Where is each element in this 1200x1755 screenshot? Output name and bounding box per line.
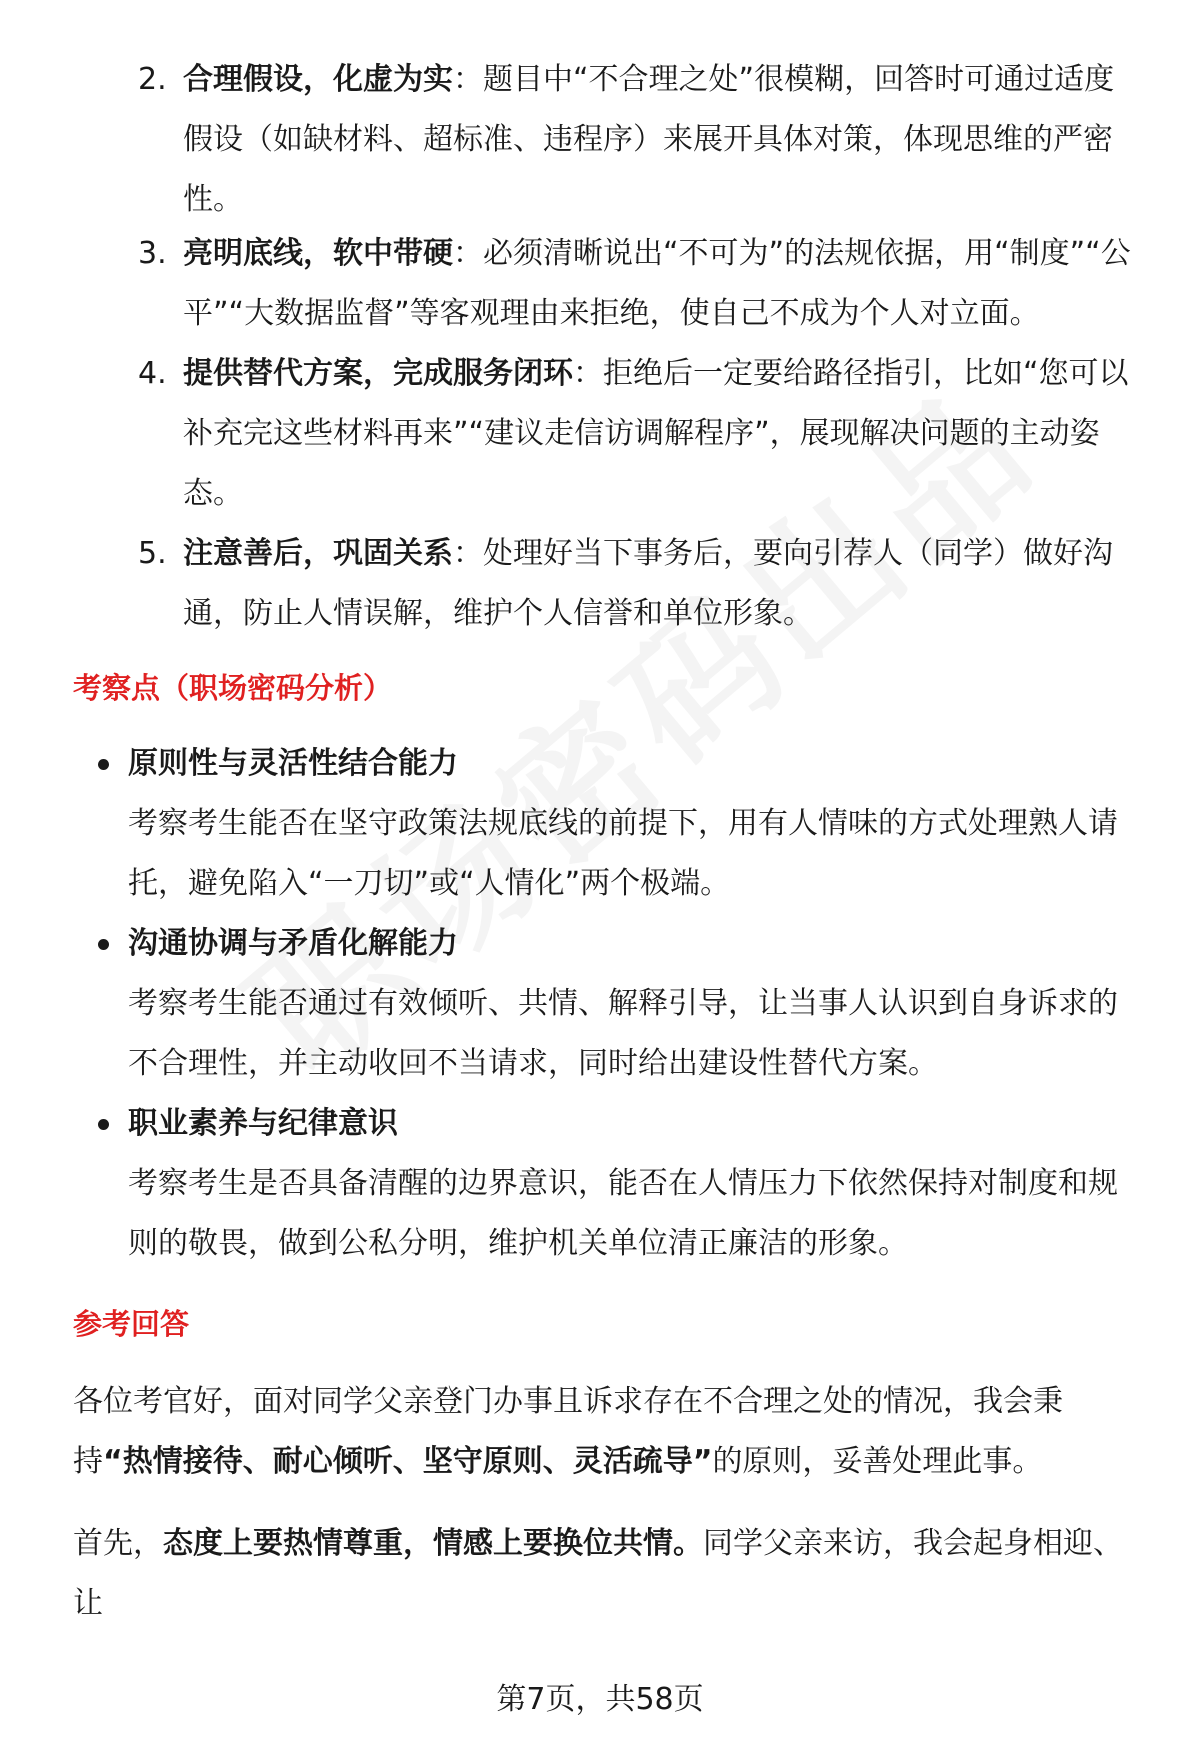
answer-paragraph-2 bbox=[0, 1514, 1200, 1634]
bullet-dot-icon bbox=[98, 759, 109, 770]
paragraph-text: 的原则，妥善处理此事。 bbox=[712, 1444, 1043, 1479]
answer-paragraph-1 bbox=[0, 1372, 1200, 1492]
numbered-item-4 bbox=[0, 344, 1200, 524]
bullet-heading: 沟通协调与矛盾化解能力 bbox=[128, 926, 458, 961]
page-footer: 第7页，共58页 bbox=[496, 1682, 704, 1717]
item-body: 必须清晰说出“不可为”的法规依据，用“制度”“公平”“大数据监督”等客观理由来拒绝，使自己不成为个人对立面。 bbox=[183, 236, 1131, 331]
item-separator: ： bbox=[453, 536, 483, 571]
item-separator: ： bbox=[453, 62, 483, 97]
item-number: 2. bbox=[138, 62, 167, 97]
bullet-heading: 职业素养与纪律意识 bbox=[128, 1106, 398, 1141]
bullet-body: 考察考生是否具备清醒的边界意识，能否在人情压力下依然保持对制度和规则的敬畏，做到公私分明，维护机关单位清正廉洁的形象。 bbox=[128, 1166, 1118, 1261]
paragraph-emphasis: 态度上要热情尊重，情感上要换位共情。 bbox=[163, 1526, 703, 1561]
bullet-item bbox=[0, 914, 1200, 1094]
paragraph-text: 各位考官好，面对同学父亲登门办事且诉求存在不合理之处的情况，我会秉持 bbox=[73, 1384, 1063, 1479]
item-heading: 提供替代方案，完成服务闭环 bbox=[183, 356, 573, 391]
item-separator: ： bbox=[453, 236, 483, 271]
bullet-body: 考察考生能否在坚守政策法规底线的前提下，用有人情味的方式处理熟人请托，避免陷入“一刀切”或“人情化”两个极端。 bbox=[128, 806, 1118, 901]
bullet-item bbox=[0, 1094, 1200, 1274]
bullet-item bbox=[0, 734, 1200, 914]
item-number: 4. bbox=[138, 356, 167, 391]
section-title-exam-points: 考察点（职场密码分析） bbox=[73, 671, 393, 705]
item-body: 拒绝后一定要给路径指引，比如“您可以补充完这些材料再来”“建议走信访调解程序”，展现解决问题的主动姿态。 bbox=[183, 356, 1129, 511]
bullet-dot-icon bbox=[98, 1119, 109, 1130]
bullet-dot-icon bbox=[98, 939, 109, 950]
item-number: 5. bbox=[138, 536, 167, 571]
item-body: 题目中“不合理之处”很模糊，回答时可通过适度假设（如缺材料、超标准、违程序）来展开具体对策，体现思维的严密性。 bbox=[183, 62, 1115, 217]
item-heading: 注意善后，巩固关系 bbox=[183, 536, 453, 571]
bullet-body: 考察考生能否通过有效倾听、共情、解释引导，让当事人认识到自身诉求的不合理性，并主动收回不当请求，同时给出建设性替代方案。 bbox=[128, 986, 1118, 1081]
paragraph-text: 首先， bbox=[73, 1526, 163, 1561]
item-heading: 亮明底线，软中带硬 bbox=[183, 236, 453, 271]
bullet-heading: 原则性与灵活性结合能力 bbox=[128, 746, 458, 781]
paragraph-emphasis: “热情接待、耐心倾听、坚守原则、灵活疏导” bbox=[103, 1444, 713, 1479]
item-number: 3. bbox=[138, 236, 167, 271]
item-heading: 合理假设，化虚为实 bbox=[183, 62, 453, 97]
numbered-item-2 bbox=[0, 50, 1200, 230]
section-title-reference-answer: 参考回答 bbox=[73, 1307, 190, 1341]
numbered-item-5 bbox=[0, 524, 1200, 644]
item-body: 处理好当下事务后，要向引荐人（同学）做好沟通，防止人情误解，维护个人信誉和单位形象。 bbox=[183, 536, 1113, 631]
item-separator: ： bbox=[573, 356, 603, 391]
paragraph-text: 同学父亲来访，我会起身相迎、让 bbox=[73, 1526, 1123, 1621]
numbered-item-3 bbox=[0, 224, 1200, 344]
